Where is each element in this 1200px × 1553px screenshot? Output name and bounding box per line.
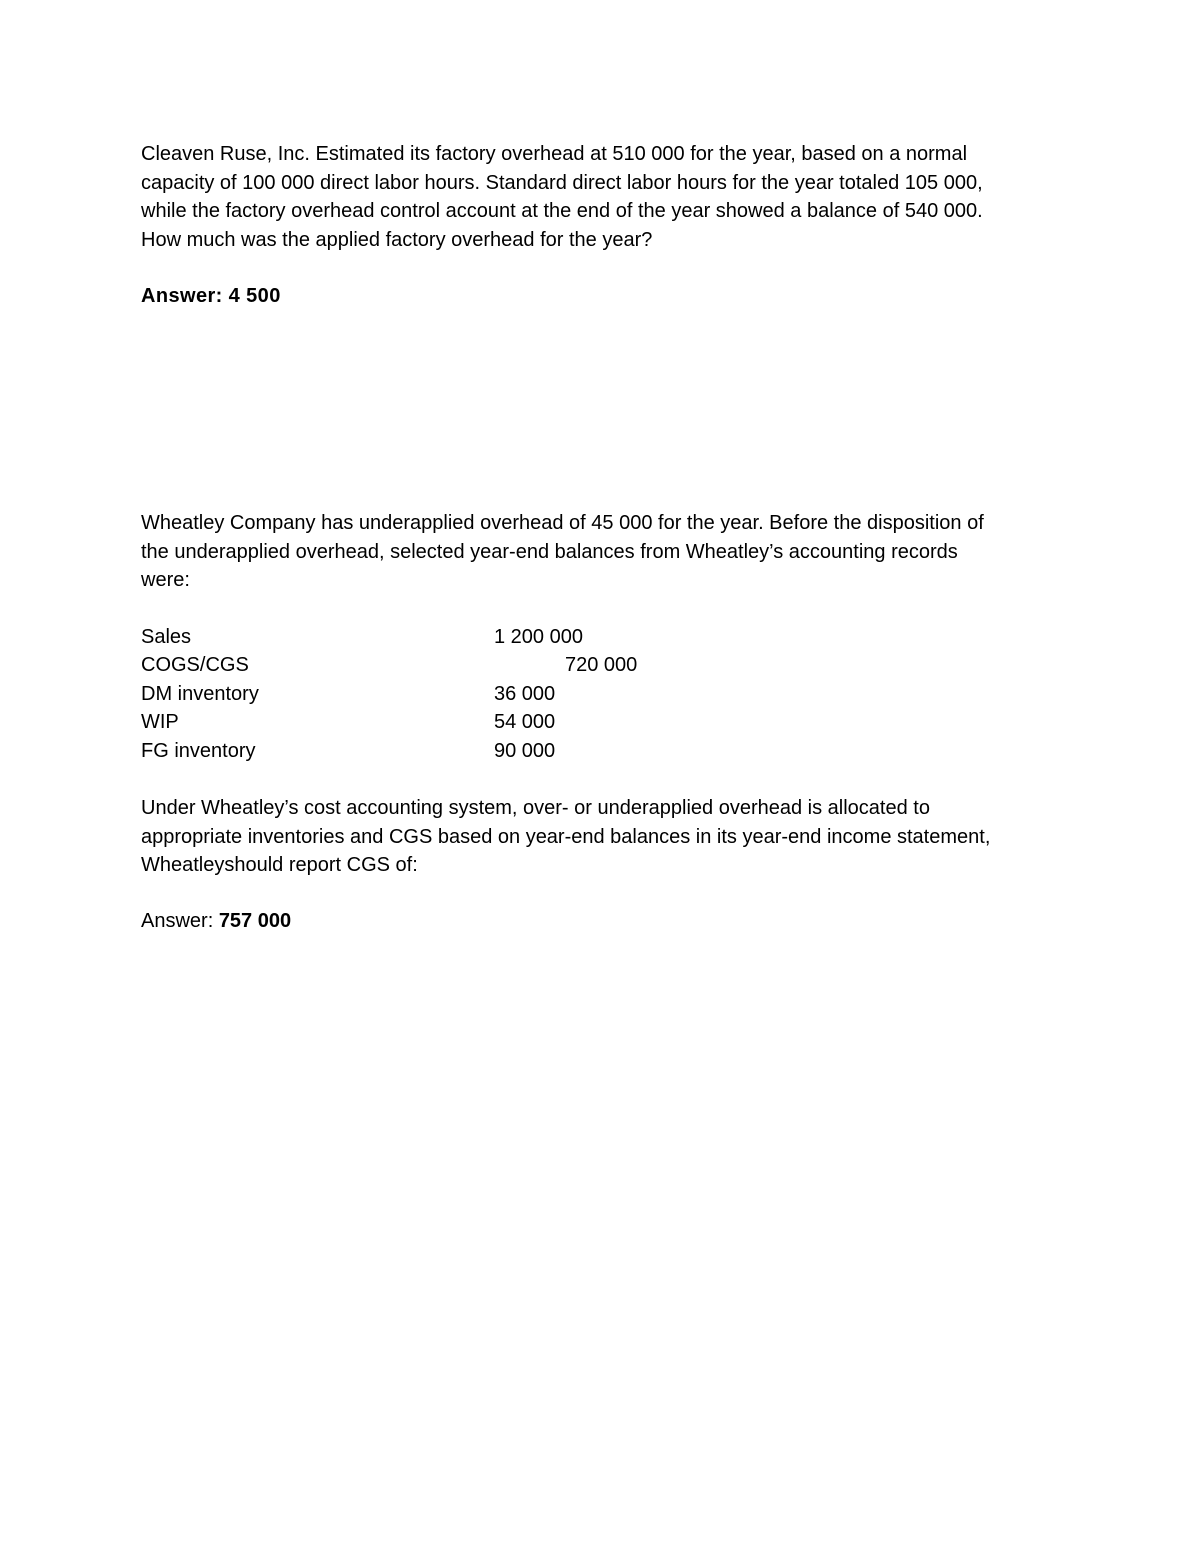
- answer-2: [141, 907, 1081, 936]
- balance-label: COGS/CGS: [141, 654, 249, 677]
- question-1-line-1: Cleaven Ruse, Inc. Estimated its factory overhead at 510 000 for the year, based on a normal: [141, 143, 968, 165]
- balance-value: 90 000: [494, 739, 556, 762]
- balance-row-cogs: [141, 651, 841, 679]
- question-1: [141, 140, 1081, 254]
- question-2: [141, 509, 1081, 595]
- answer-1: Answer: 4 500: [141, 285, 281, 307]
- balance-value: 720 000: [565, 654, 638, 677]
- balance-value: 1 200 000: [494, 626, 583, 648]
- question-2-line-2: the underapplied overhead, selected year-end balances from Wheatley’s accounting records: [141, 540, 958, 563]
- question-1-line-4: How much was the applied factory overhead for the year?: [141, 228, 653, 251]
- question-3-line-3: Wheatleyshould report CGS of:: [141, 854, 418, 877]
- balances-table: [141, 623, 841, 765]
- balance-row-wip: [141, 708, 841, 736]
- question-1-line-2: capacity of 100 000 direct labor hours. Standard direct labor hours for the year totaled 105 000,: [141, 171, 983, 194]
- question-1-line-3: while the factory overhead control account at the end of the year showed a balance of 540 000.: [141, 200, 983, 223]
- balance-label: WIP: [141, 711, 179, 734]
- balance-value: 36 000: [494, 682, 556, 705]
- balance-label: FG inventory: [141, 739, 256, 762]
- balance-value: 54 000: [494, 711, 556, 734]
- balance-label: Sales: [141, 626, 192, 648]
- balance-row-sales: [141, 623, 841, 651]
- balance-label: DM inventory: [141, 682, 259, 705]
- balance-row-fg-inventory: [141, 737, 841, 765]
- question-3: [141, 794, 1081, 880]
- question-2-line-1: Wheatley Company has underapplied overhead of 45 000 for the year. Before the disposition of: [141, 512, 984, 534]
- answer-2-value: 757 000: [218, 910, 292, 932]
- question-3-line-1: Under Wheatley’s cost accounting system, over- or underapplied overhead is allocated to: [141, 797, 930, 819]
- question-2-line-3: were:: [141, 569, 190, 592]
- balance-row-dm-inventory: [141, 680, 841, 708]
- answer-2-label: Answer:: [141, 910, 219, 932]
- question-3-line-2: appropriate inventories and CGS based on year-end balances in its year-end income statement,: [141, 825, 991, 848]
